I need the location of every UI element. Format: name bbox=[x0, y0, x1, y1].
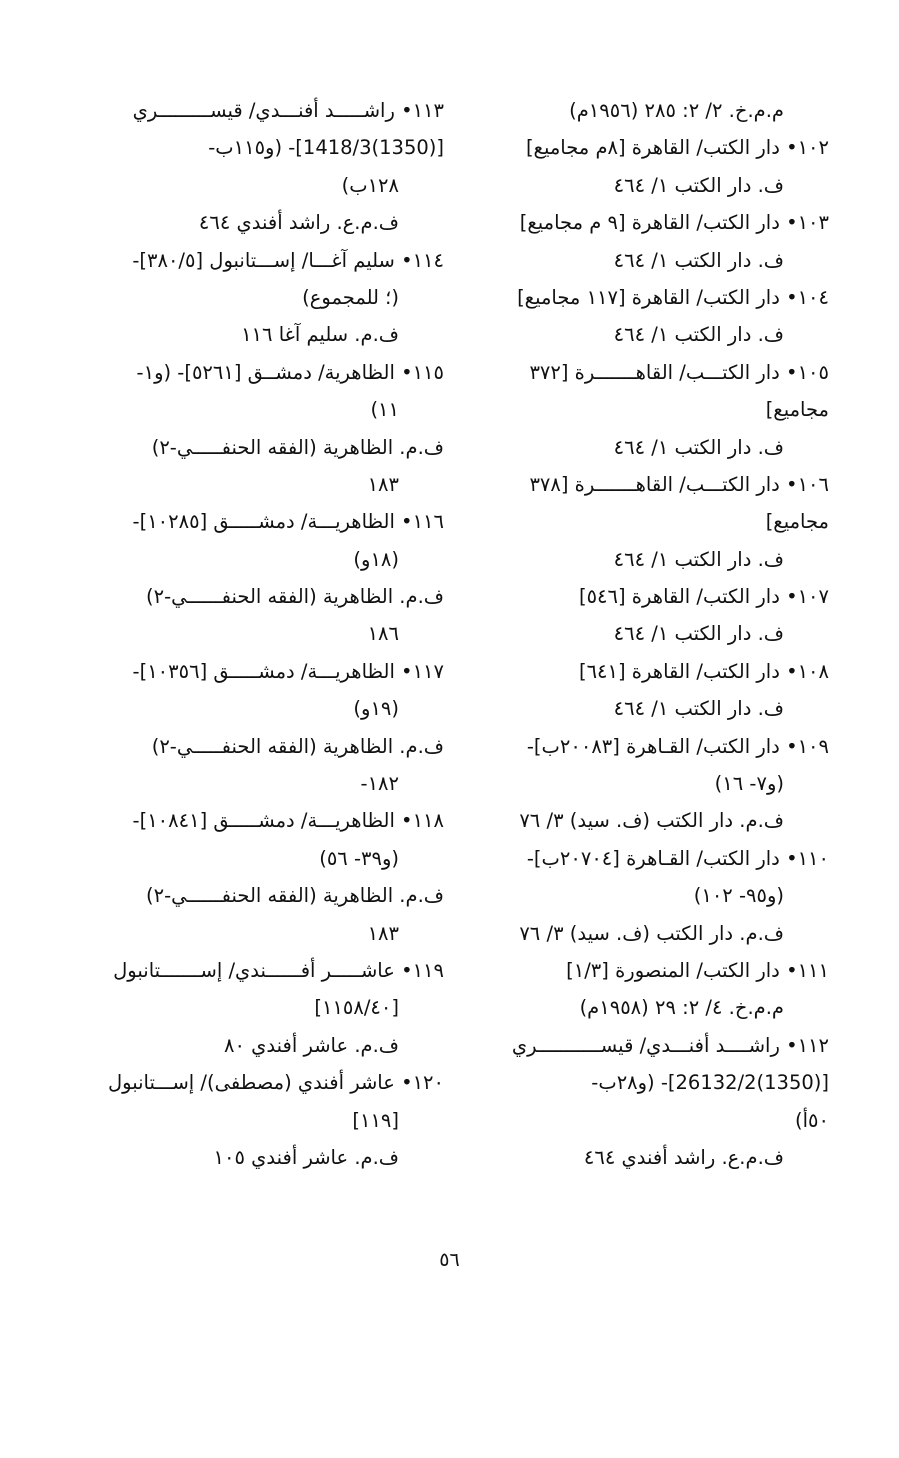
entry-line: مجاميع] bbox=[765, 398, 829, 422]
entry-reference: ف. دار الكتب ١/ ٤٦٤ bbox=[613, 547, 784, 571]
entry-line: (و٩٥- ١٠٢) bbox=[693, 884, 784, 908]
entry-reference: ف. دار الكتب ١/ ٤٦٤ bbox=[613, 435, 784, 459]
entry-line: ١١) bbox=[370, 398, 399, 422]
entry-line: (و٧- ١٦) bbox=[714, 772, 784, 796]
entry-line: ١٨٣ bbox=[367, 472, 399, 496]
entry-reference: ف.م. دار الكتب (ف. سيد) ٣/ ٧٦ bbox=[519, 809, 784, 833]
entry-line: [(1350)1418/3]- (و١١٥ب- bbox=[208, 136, 444, 160]
entry-reference: ف.م.ع. راشد أفندي ٤٦٤ bbox=[583, 1145, 784, 1169]
entry-reference: ف. دار الكتب ١/ ٤٦٤ bbox=[613, 248, 784, 272]
entry-reference: ف.م. عاشر أفندي ١٠٥ bbox=[213, 1145, 399, 1169]
catalog-entry bbox=[99, 354, 444, 504]
catalog-entry bbox=[99, 242, 444, 354]
catalog-entry bbox=[489, 204, 829, 279]
catalog-entry bbox=[99, 653, 444, 803]
right-column bbox=[489, 92, 829, 1176]
entry-heading: ١٠٦• دار الكتـــب/ القاهـــــــرة [٣٧٨ bbox=[529, 472, 829, 496]
catalog-entry bbox=[489, 1027, 829, 1177]
entry-heading: ١١٨• الظاهريـــة/ دمشـــــق [١٠٨٤١]- bbox=[132, 809, 444, 833]
catalog-entry bbox=[99, 503, 444, 653]
entry-reference: ف. دار الكتب ١/ ٤٦٤ bbox=[613, 173, 784, 197]
catalog-entry bbox=[489, 952, 829, 1027]
entry-line: [١١٥٨/٤٠] bbox=[314, 996, 399, 1020]
entry-heading: ١٠٧• دار الكتب/ القاهرة [٥٤٦] bbox=[578, 585, 829, 609]
entry-heading: ١١٤• سليم آغـــا/ إســـتانبول [٣٨٠/٥]- bbox=[132, 248, 444, 272]
entry-reference: ف. دار الكتب ١/ ٤٦٤ bbox=[613, 323, 784, 347]
entry-line: ف.م. الظاهرية (الفقه الحنفــــــي-٢) bbox=[145, 585, 444, 609]
entry-line: ١٨٢- bbox=[360, 772, 399, 796]
entry-heading: ١٠٥• دار الكتـــب/ القاهـــــــرة [٣٧٢ bbox=[529, 360, 829, 384]
catalog-entry bbox=[99, 952, 444, 1064]
entry-heading: ١١٧• الظاهريـــة/ دمشـــــق [١٠٣٥٦]- bbox=[132, 659, 444, 683]
catalog-entry bbox=[489, 129, 829, 204]
entry-line: ٥٠أ) bbox=[795, 1108, 829, 1132]
entry-line: (؛ للمجموع) bbox=[302, 285, 399, 309]
entry-line: (١٨و) bbox=[353, 547, 399, 571]
entry-heading: ١٠٣• دار الكتب/ القاهرة [٩ م مجاميع] bbox=[519, 211, 829, 235]
catalog-entry bbox=[489, 466, 829, 578]
entry-heading: ١٢٠• عاشر أفندي (مصطفى)/ إســـتانبول bbox=[107, 1071, 444, 1095]
entry-line: [(1350)26132/2]- (و٢٨ب- bbox=[591, 1071, 829, 1095]
entry-heading: ١١٥• الظاهرية/ دمشــق [٥٢٦١]- (و١- bbox=[136, 360, 444, 384]
entry-heading: ١١١• دار الكتب/ المنصورة [١/٣] bbox=[566, 958, 829, 982]
entry-heading: ١٠٤• دار الكتب/ القاهرة [١١٧ مجاميع] bbox=[517, 285, 829, 309]
entry-heading: ١٠٢• دار الكتب/ القاهرة [٨م مجاميع] bbox=[525, 136, 829, 160]
catalog-entry bbox=[99, 92, 444, 242]
entry-line: ١٨٦ bbox=[367, 622, 399, 646]
entry-line: (١٩و) bbox=[353, 697, 399, 721]
entry-heading: ١١٩• عاشـــــر أفــــــندي/ إســـــــتانبول bbox=[113, 958, 444, 982]
page-number: ٥٦ bbox=[439, 1249, 460, 1271]
catalog-entry bbox=[489, 92, 829, 129]
entry-heading: ١١٠• دار الكتب/ القـاهرة [٢٠٧٠٤ب]- bbox=[526, 846, 829, 870]
left-column bbox=[99, 92, 444, 1176]
entry-heading: ١٠٩• دار الكتب/ القـاهرة [٢٠٠٨٣ب]- bbox=[526, 734, 829, 758]
entry-reference: ف.م. عاشر أفندي ٨٠ bbox=[223, 1033, 399, 1057]
entry-heading: ١١٦• الظاهريـــة/ دمشـــــق [١٠٢٨٥]- bbox=[132, 510, 444, 534]
catalog-entry bbox=[489, 653, 829, 728]
entry-reference: ف.م. سليم آغا ١١٦ bbox=[241, 323, 399, 347]
entry-line: (و٣٩- ٥٦) bbox=[319, 846, 399, 870]
entry-line: ف.م. الظاهرية (الفقه الحنفــــــي-٢) bbox=[145, 884, 444, 908]
entry-reference: م.م.خ. ٢/ ٢: ٢٨٥ (١٩٥٦م) bbox=[569, 99, 784, 122]
catalog-entry bbox=[489, 578, 829, 653]
entry-reference: ف.م.ع. راشد أفندي ٤٦٤ bbox=[198, 211, 399, 235]
entry-reference: ف. دار الكتب ١/ ٤٦٤ bbox=[613, 697, 784, 721]
entry-reference: ف.م. دار الكتب (ف. سيد) ٣/ ٧٦ bbox=[519, 921, 784, 945]
entry-line: مجاميع] bbox=[765, 510, 829, 534]
entry-line: ف.م. الظاهرية (الفقه الحنفـــــي-٢) bbox=[151, 435, 444, 459]
catalog-entry bbox=[489, 279, 829, 354]
catalog-entry bbox=[99, 1064, 444, 1176]
entry-reference: م.م.خ. ٤/ ٢: ٢٩ (١٩٥٨م) bbox=[579, 996, 784, 1020]
entry-reference: ف. دار الكتب ١/ ٤٦٤ bbox=[613, 622, 784, 646]
entry-line: ١٨٣ bbox=[367, 921, 399, 945]
catalog-entry bbox=[99, 802, 444, 952]
catalog-entry bbox=[489, 728, 829, 840]
entry-line: ف.م. الظاهرية (الفقه الحنفـــــي-٢) bbox=[151, 734, 444, 758]
entry-heading: ١١٣• راشـــــد أفنـــدي/ قيســـــــــري bbox=[132, 99, 444, 122]
entry-line: ١٢٨ب) bbox=[341, 173, 399, 197]
catalog-entry bbox=[489, 354, 829, 466]
entry-heading: ١١٢• راشــــد أفنـــدي/ قيســـــــــــري bbox=[511, 1033, 829, 1057]
entry-line: [١١٩] bbox=[352, 1108, 399, 1132]
entry-heading: ١٠٨• دار الكتب/ القاهرة [٦٤١] bbox=[578, 659, 829, 683]
catalog-entry bbox=[489, 840, 829, 952]
